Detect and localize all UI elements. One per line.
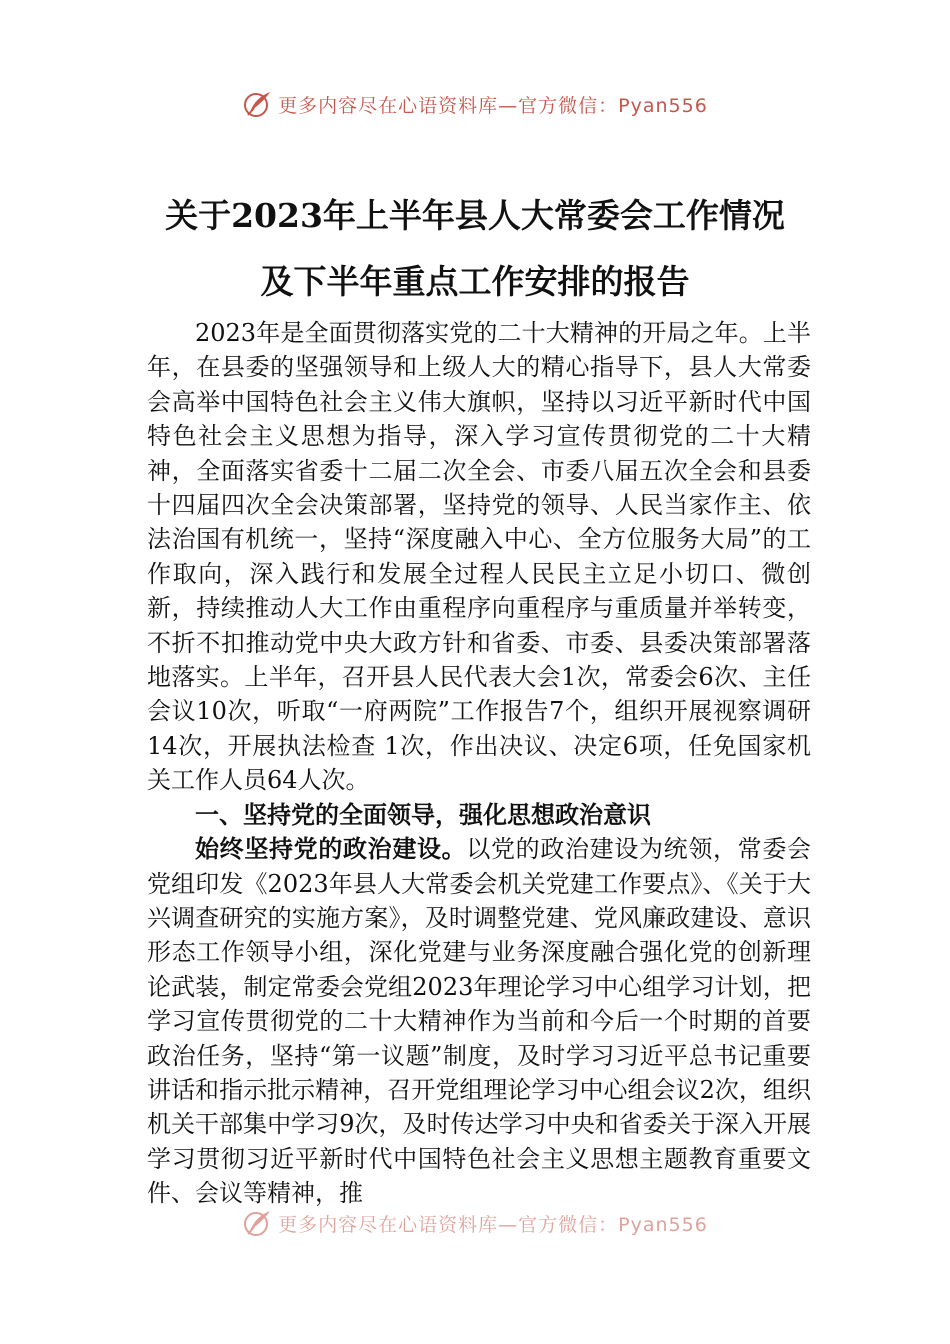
paragraph-text: 以党的政治建设为统领，常委会党组印发《2023年县人大常委会机关党建工作要点》、《关于大兴调查研究的实施方案》，及时调整党建、党风廉政建设、意识形态工作领导小组，深化党建与业务深度融合强化党的创新理论武装，制定常委会党组2023年理论学习中心组学习计划，把学习宣传贯彻党的二十大精神作为当前和今后一个时期的首要政治任务，坚持“第一议题”制度，及时学习习近平总书记重要讲话和指示批示精神，召开党组理论学习中心组会议2次，组织机关干部集中学习9次，及时传达学习中央和省委关于深入开展学习贯彻习近平新时代中国特色社会主义思想主题教育重要文件、会议等精神，推 bbox=[147, 835, 812, 1208]
intro-paragraph: 2023年是全面贯彻落实党的二十大精神的开局之年。上半年，在县委的坚强领导和上级人大的精心指导下，县人大常委会高举中国特色社会主义伟大旗帜，坚持以习近平新时代中国特色社会主义思想为指导，深入学习宣传贯彻党的二十大精神，全面落实省委十二届二次全会、市委八届五次全会和县委十四届四次全会决策部署，坚持党的领导、人民当家作主、依法治国有机统一，坚持“深度融入中心、全方位服务大局”的工作取向，深入践行和发展全过程人民民主立足小切口、微创新，持续推动人大工作由重程序向重程序与重质量并举转变，不折不扣推动党中央大政方针和省委、市委、县委决策部署落地落实。上半年，召开县人民代表大会1次，常委会6次、主任会议10次，听取“一府两院”工作报告7个，组织开展视察调研14次，开展执法检查 1次，作出决议、决定6项，任免国家机关工作人员64人次。 bbox=[147, 319, 811, 795]
watermark-header bbox=[0, 84, 950, 124]
quill-logo-icon bbox=[242, 1207, 274, 1239]
report-body bbox=[147, 316, 811, 1211]
quill-logo-icon bbox=[242, 88, 274, 120]
watermark-text: 更多内容尽在心语资料库—官方微信：Pyan556 bbox=[278, 94, 708, 117]
paragraph-party-building bbox=[147, 832, 811, 1210]
paragraph-lead: 始终坚持党的政治建设。 bbox=[195, 834, 467, 864]
report-title-line1: 关于2023年上半年县人大常委会工作情况 bbox=[165, 196, 785, 235]
report-title-line2: 及下半年重点工作安排的报告 bbox=[260, 262, 690, 301]
watermark-text: 更多内容尽在心语资料库—官方微信：Pyan556 bbox=[278, 1213, 708, 1236]
section-heading-1: 一、坚持党的全面领导，强化思想政治意识 bbox=[195, 800, 651, 829]
watermark-footer bbox=[0, 1203, 950, 1243]
